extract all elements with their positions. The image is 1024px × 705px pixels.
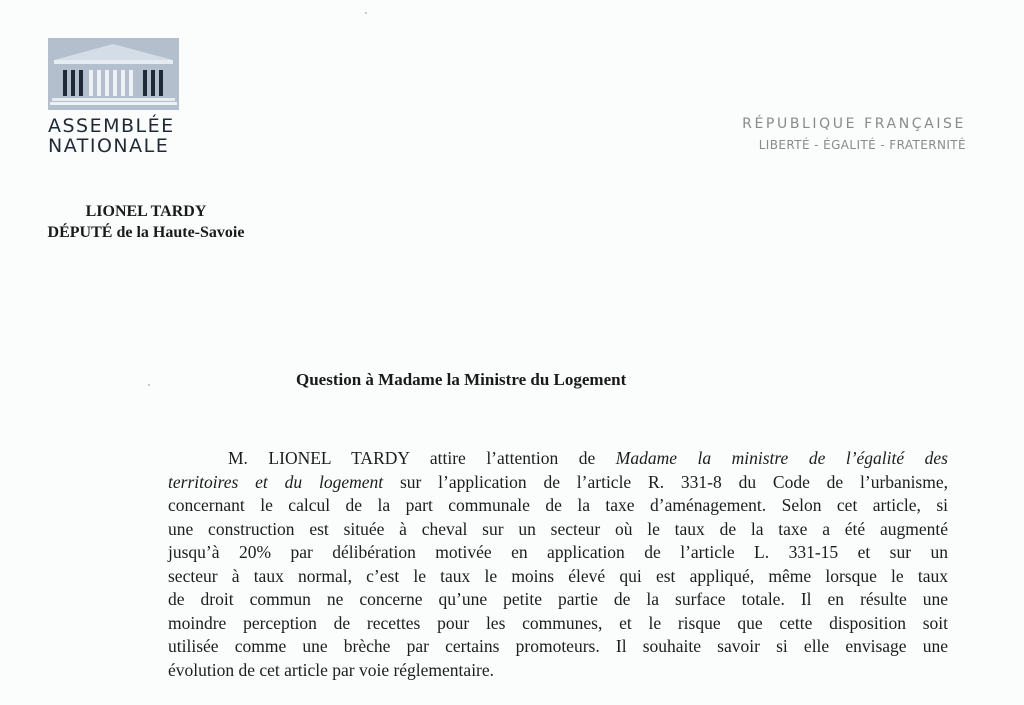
republic-title: RÉPUBLIQUE FRANÇAISE: [742, 116, 966, 132]
body-line: jusqu’à 20% par délibération motivée en application de l’article L. 331-15 et sur un: [168, 542, 948, 562]
body-text-segment: M. LIONEL TARDY attire l’attention de: [228, 448, 616, 468]
body-line: concernant le calcul de la part communale de la taxe d’aménagement. Selon cet article, si: [168, 495, 948, 515]
body-line: évolution de cet article par voie réglementaire.: [168, 659, 495, 680]
minister-title-italic: Madame la ministre de l’égalité des: [615, 448, 948, 468]
body-line: [168, 447, 948, 471]
logo-text-nationale: NATIONALE: [48, 135, 170, 157]
minister-title-italic: territoires et du logement: [168, 471, 384, 492]
body-text-segment: sur l’application de l’article R. 331-8 du Code de l’urbanisme,: [383, 471, 948, 492]
body-line: [168, 471, 948, 495]
body-line: une construction est située à cheval sur un secteur où le taux de la taxe a été augmenté: [168, 518, 948, 539]
deputy-name: LIONEL TARDY: [85, 203, 207, 220]
body-line: de droit commun ne concerne qu’une petite partie de la surface totale. Il en résulte une: [168, 589, 948, 609]
assemblee-nationale-emblem-icon: [48, 38, 179, 110]
question-heading: Question à Madame la Ministre du Logement: [296, 370, 627, 389]
body-line: secteur à taux normal, c’est le taux le moins élevé qui est appliqué, même lorsque le taux: [168, 565, 948, 586]
republic-header: [742, 116, 966, 153]
deputy-block: [26, 201, 266, 243]
scan-speck: [365, 12, 367, 14]
question-body: [168, 447, 948, 682]
body-line: moindre perception de recettes pour les communes, et le risque que cette disposition soit: [168, 612, 948, 633]
scan-speck: [148, 384, 150, 386]
body-line: utilisée comme une brèche par certains promoteurs. Il souhaite savoir si elle envisage une: [168, 636, 948, 656]
logo-text-assemblee: ASSEMBLÉE: [48, 115, 175, 137]
republic-motto: LIBERTÉ - ÉGALITÉ - FRATERNITÉ: [758, 138, 966, 152]
deputy-role: DÉPUTÉ de la Haute-Savoie: [47, 224, 245, 241]
